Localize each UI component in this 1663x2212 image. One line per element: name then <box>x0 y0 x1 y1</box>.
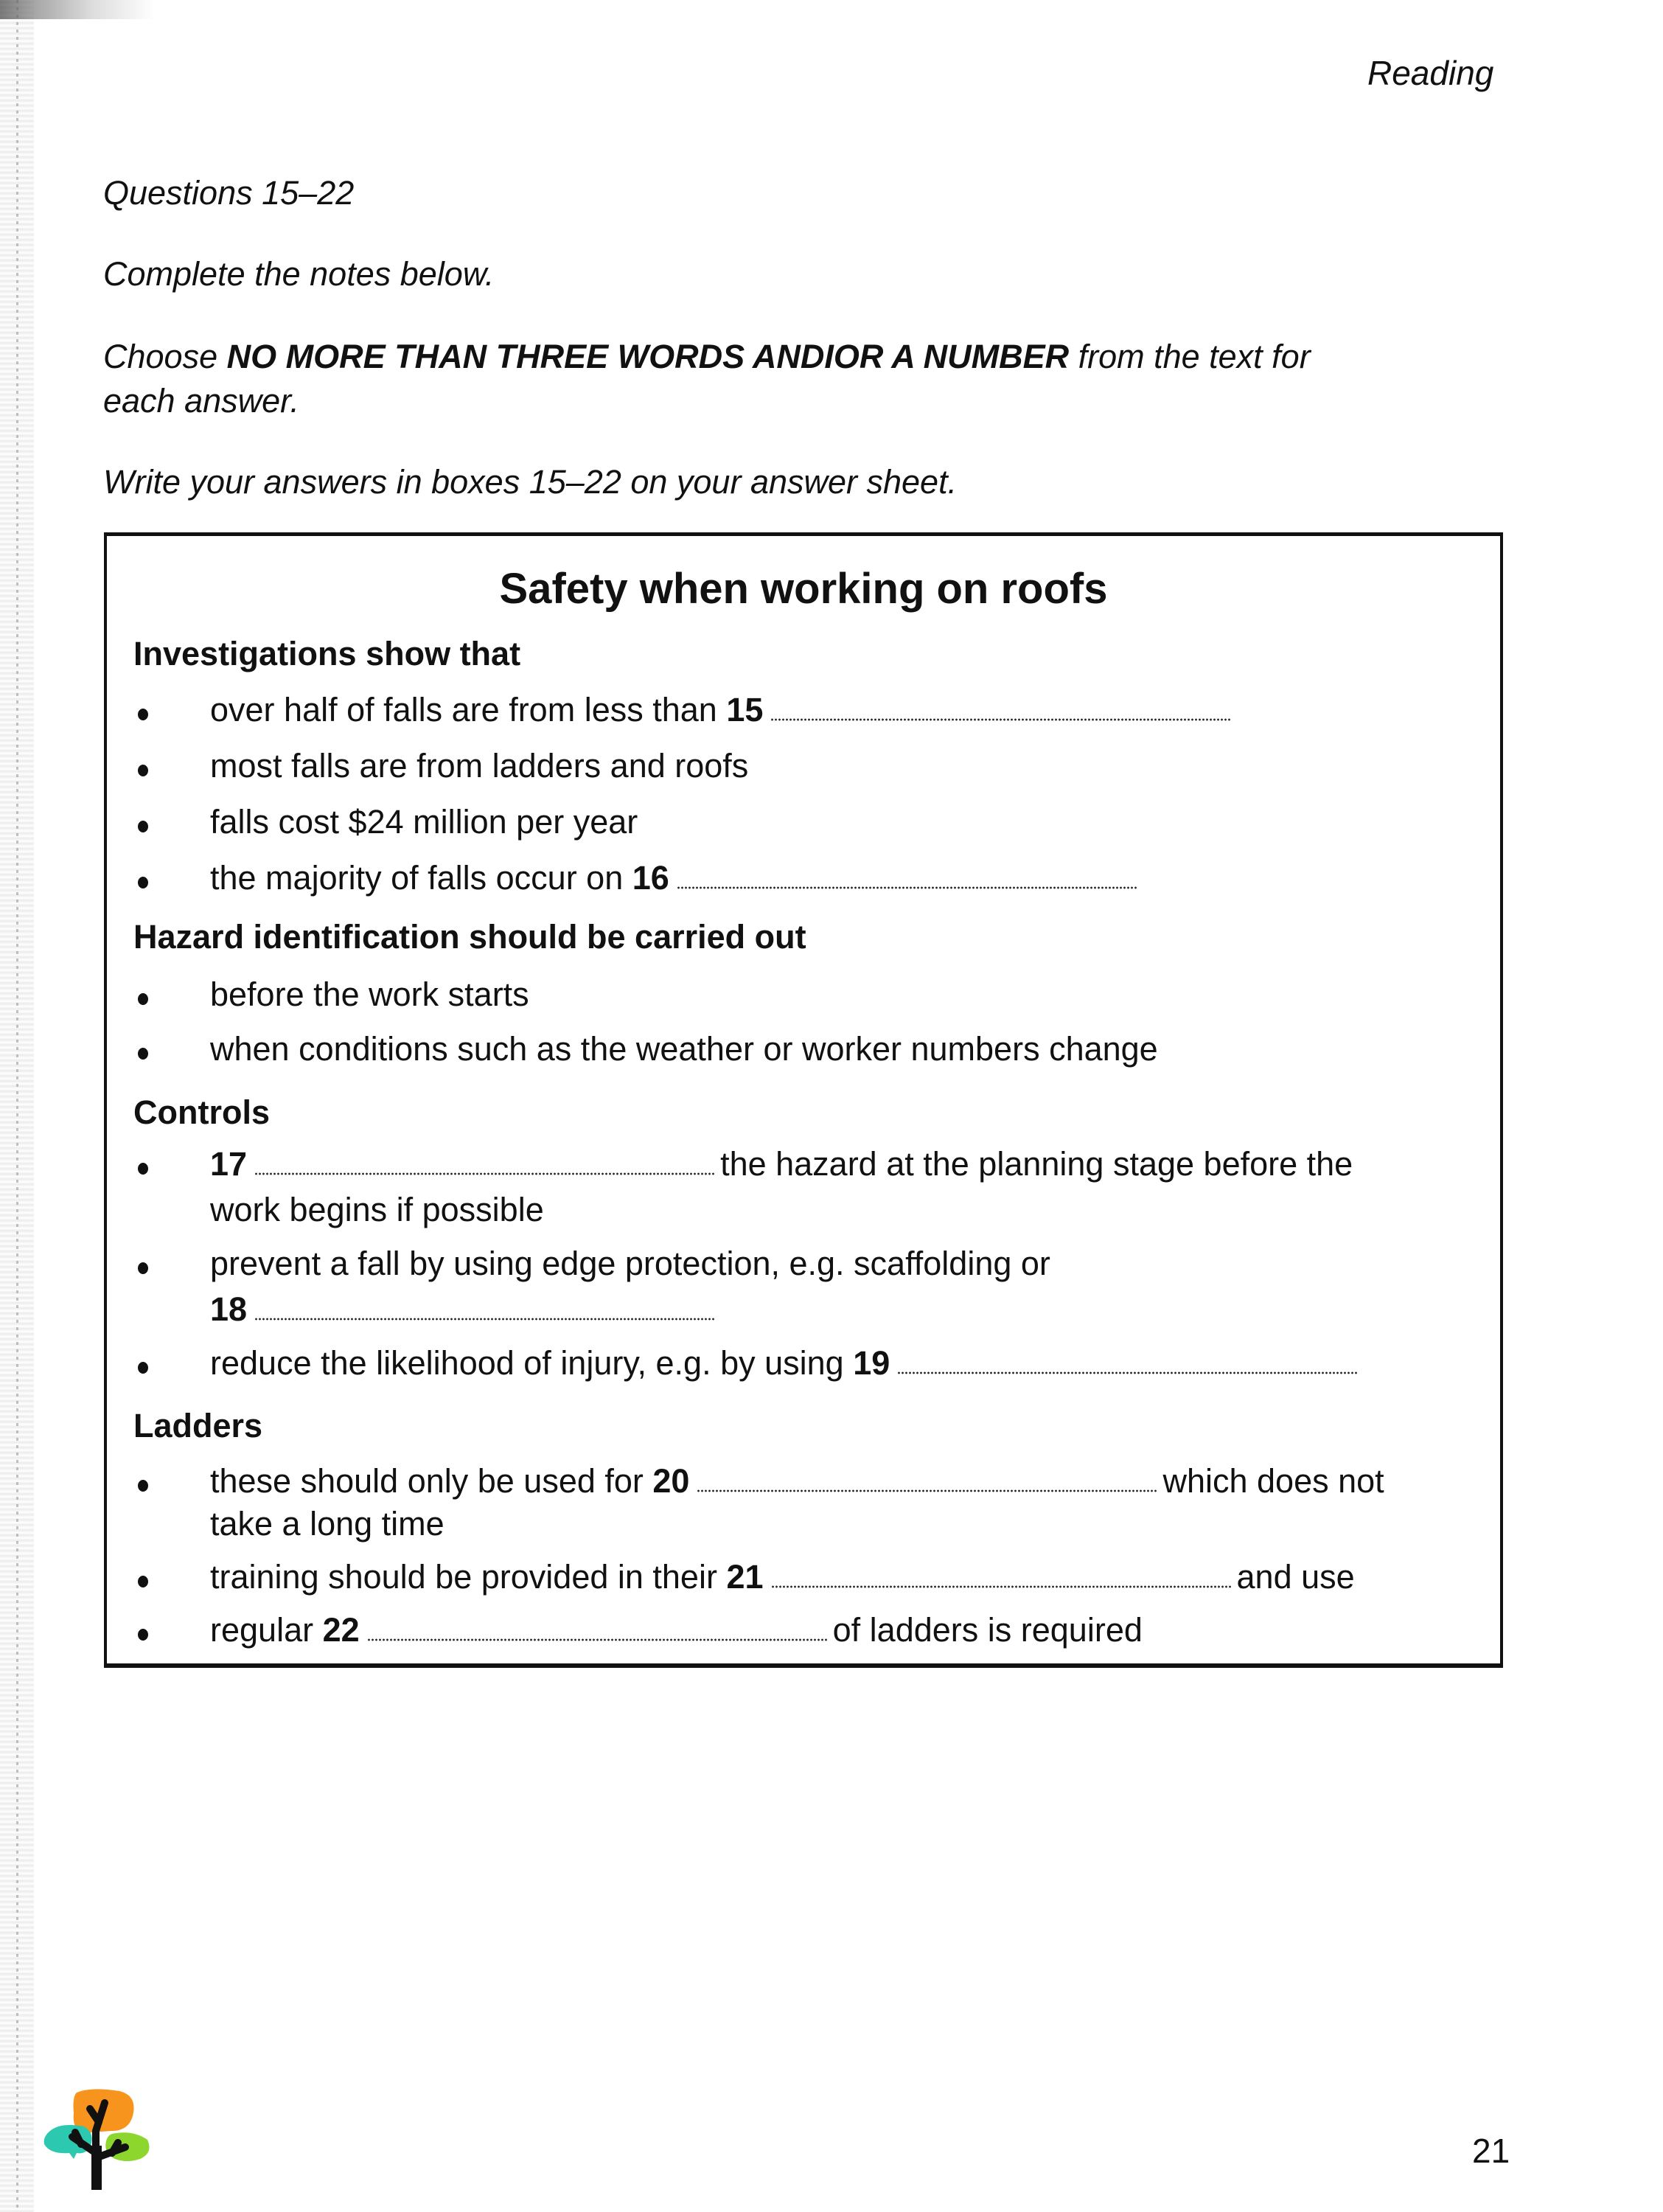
question-number-22: 22 <box>322 1611 360 1649</box>
note-text: training should be provided in their <box>210 1558 727 1596</box>
instruction-complete: Complete the notes below. <box>103 255 495 293</box>
instruction-choose-line2: each answer. <box>103 382 299 420</box>
note-item: before the work starts <box>210 975 529 1013</box>
question-number-18: 18 <box>210 1290 248 1328</box>
instruction-choose-suffix: from the text for <box>1069 338 1311 375</box>
question-number-15: 15 <box>726 691 764 728</box>
bullet-icon <box>138 877 148 888</box>
answer-blank-18[interactable] <box>254 1318 714 1321</box>
bullet-icon <box>138 1362 148 1374</box>
note-item-20-line2: take a long time <box>210 1505 444 1543</box>
bullet-icon <box>138 1576 148 1587</box>
answer-blank-21[interactable] <box>771 1585 1231 1588</box>
question-number-19: 19 <box>853 1344 890 1382</box>
note-item: when conditions such as the weather or worker numbers change <box>210 1030 1158 1068</box>
section-heading-hazard-identification: Hazard identification should be carried out <box>133 918 806 956</box>
section-heading-controls: Controls <box>133 1093 270 1131</box>
question-number-17: 17 <box>210 1145 248 1183</box>
bullet-icon <box>138 1048 148 1060</box>
answer-blank-15[interactable] <box>770 718 1230 721</box>
question-number-21: 21 <box>726 1558 764 1596</box>
instruction-write: Write your answers in boxes 15–22 on your answer sheet. <box>103 463 958 501</box>
bullet-icon <box>138 1262 148 1274</box>
section-label: Reading <box>1367 54 1494 92</box>
bullet-icon <box>138 709 148 720</box>
note-item-18: prevent a fall by using edge protection, e.g. scaffolding or <box>210 1245 1050 1282</box>
instruction-choose-prefix: Choose <box>103 338 227 375</box>
bullet-icon <box>138 821 148 832</box>
note-text: the hazard at the planning stage before the <box>720 1145 1353 1183</box>
note-text: over half of falls are from less than <box>210 691 727 728</box>
answer-blank-20[interactable] <box>697 1489 1157 1492</box>
note-item: most falls are from ladders and roofs <box>210 747 749 785</box>
answer-blank-16[interactable] <box>677 886 1137 889</box>
tree-logo-icon <box>38 2087 156 2190</box>
book-binding-edge <box>0 0 34 2212</box>
bullet-icon <box>138 1480 148 1492</box>
note-text: and use <box>1236 1558 1355 1596</box>
section-heading-investigations: Investigations show that <box>133 635 521 672</box>
notes-box <box>104 532 1503 1668</box>
instruction-choose-bold: NO MORE THAN THREE WORDS ANDIOR A NUMBER <box>226 338 1070 375</box>
bullet-icon <box>138 765 148 776</box>
notes-title: Safety when working on roofs <box>499 565 1108 613</box>
note-text: these should only be used for <box>210 1462 653 1500</box>
note-item-21 <box>210 1558 1355 1596</box>
note-item-19 <box>210 1344 1363 1382</box>
question-number-20: 20 <box>652 1462 690 1500</box>
instruction-choose <box>103 335 1430 423</box>
scan-corner-shadow <box>0 0 155 19</box>
note-text: regular <box>210 1611 323 1649</box>
note-item-22 <box>210 1611 1143 1649</box>
note-text: of ladders is required <box>832 1611 1143 1649</box>
questions-range: Questions 15–22 <box>103 174 355 212</box>
note-item-17 <box>210 1145 1353 1183</box>
answer-blank-22[interactable] <box>367 1638 827 1641</box>
note-item-16 <box>210 859 1143 897</box>
note-item-17-line2: work begins if possible <box>210 1191 544 1228</box>
page-number: 21 <box>1472 2132 1510 2170</box>
answer-blank-19[interactable] <box>897 1371 1357 1374</box>
bullet-icon <box>138 1629 148 1641</box>
note-text: the majority of falls occur on <box>210 859 632 897</box>
answer-blank-17[interactable] <box>254 1172 714 1175</box>
note-text: which does not <box>1162 1462 1384 1500</box>
bullet-icon <box>138 993 148 1005</box>
section-heading-ladders: Ladders <box>133 1407 263 1444</box>
note-item-20 <box>210 1462 1384 1500</box>
note-item: falls cost $24 million per year <box>210 803 638 841</box>
note-item-18-line2 <box>210 1290 720 1329</box>
bullet-icon <box>138 1163 148 1175</box>
note-text: reduce the likelihood of injury, e.g. by using <box>210 1344 854 1382</box>
question-number-16: 16 <box>632 859 669 897</box>
note-item-15 <box>210 691 1236 729</box>
